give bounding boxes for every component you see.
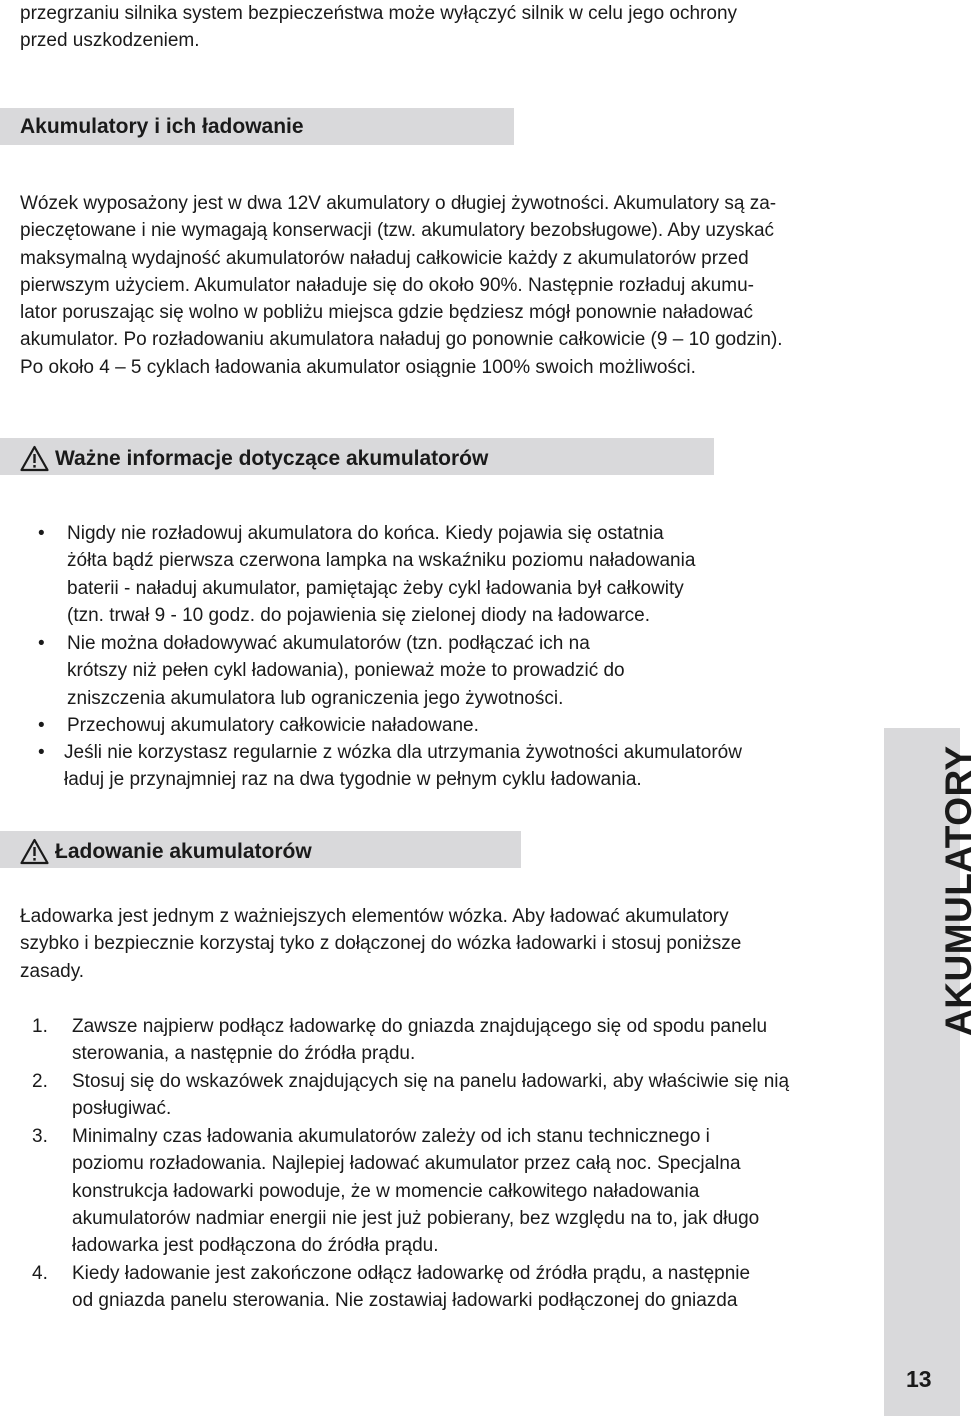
section-heading-bar: [0, 108, 514, 145]
warning-triangle-icon: [20, 838, 49, 865]
warning-heading-label: Ładowanie akumulatorów: [55, 839, 312, 863]
section-title: Akumulatory i ich ładowanie: [20, 115, 304, 138]
bullet-marker: •: [38, 633, 45, 654]
step-number: 2.: [32, 1071, 48, 1092]
warning-triangle-icon: [20, 445, 49, 472]
warning-heading: [20, 838, 312, 865]
step-number: 3.: [32, 1126, 48, 1147]
section-paragraph: Wózek wyposażony jest w dwa 12V akumulatory o długiej żywotności. Akumulatory są za- pieczętowane i nie wymagają konserwacji (tzw. akumulatory bezobsługowe). Aby uzyskać maksymalną wydajność akumulatorów naładuj całkowicie każdy z akumulatorów przed pierwszym użyciem. Akumulator naładuje się do około 90%. Następnie rozładuj akumu- lator poruszając się wolno w pobliżu miejsca gdzie będziesz mógł ponownie naładować akumulator. Po rozładowaniu akumulatora naładuj go ponownie całkowicie (9 – 10 godzin). Po około 4 – 5 cyklach ładowania akumulator osiągnie 100% swoich możliwości.: [20, 193, 783, 378]
step-number: 4.: [32, 1263, 48, 1284]
warning-heading-bar: [0, 438, 714, 475]
list-item: Jeśli nie korzystasz regularnie z wózka dla utrzymania żywotności akumulatorów ładuj je przynajmniej raz na dwa tygodnie w pełnym cyklu ładowania.: [64, 742, 742, 791]
intro-paragraph: przegrzaniu silnika system bezpieczeństwa może wyłączyć silnik w celu jego ochrony przed uszkodzeniem.: [20, 3, 738, 52]
section-paragraph: Ładowarka jest jednym z ważniejszych elementów wózka. Aby ładować akumulatory szybko i bezpiecznie korzystaj tyko z dołączonej do wózka ładowarki i stosuj poniższe zasady.: [20, 906, 742, 982]
list-item: Przechowuj akumulatory całkowicie naładowane.: [67, 715, 479, 736]
list-item: Nigdy nie rozładowuj akumulatora do końca. Kiedy pojawia się ostatnia żółta bądź pierwsza czerwona lampka na wskaźniku poziomu naładowania baterii - naładuj akumulator, pamiętając żeby cykl ładowania był całkowity (tzn. trwał 9 - 10 godz. do pojawienia się zielonej diody na ładowarce.: [67, 523, 696, 626]
list-item: Zawsze najpierw podłącz ładowarkę do gniazda znajdującego się od spodu panelu sterowania, a następnie do źródła prądu.: [72, 1016, 768, 1065]
warning-heading-bar: [0, 831, 521, 868]
bullet-marker: •: [38, 523, 45, 544]
list-item: Minimalny czas ładowania akumulatorów zależy od ich stanu technicznego i poziomu rozładowania. Najlepiej ładować akumulator przez całą noc. Specjalna konstrukcja ładowarki powoduje, że w momencie całkowitego naładowania akumulatorów nadmiar energii nie jest już pobierany, bez względu na to, jak długo ładowarka jest podłączona do źródła prądu.: [72, 1126, 760, 1257]
bullet-marker: •: [38, 742, 45, 763]
warning-heading-label: Ważne informacje dotyczące akumulatorów: [55, 446, 489, 470]
list-item: Kiedy ładowanie jest zakończone odłącz ładowarkę od źródła prądu, a następnie od gniazda panelu sterowania. Nie zostawiaj ładowarki podłączonej do gniazda: [72, 1263, 751, 1312]
list-item: Nie można doładowywać akumulatorów (tzn. podłączać ich na krótszy niż pełen cykl ładowania), ponieważ może to prowadzić do zniszczenia akumulatora lub ograniczenia jego żywotności.: [67, 633, 625, 709]
page-number: 13: [906, 1366, 932, 1392]
warning-heading: [20, 445, 488, 472]
list-item: Stosuj się do wskazówek znajdujących się na panelu ładowarki, aby właściwie się nią posługiwać.: [72, 1071, 790, 1120]
step-number: 1.: [32, 1016, 48, 1037]
chapter-label: AKUMULATORY: [938, 745, 979, 1036]
bullet-marker: •: [38, 715, 45, 736]
